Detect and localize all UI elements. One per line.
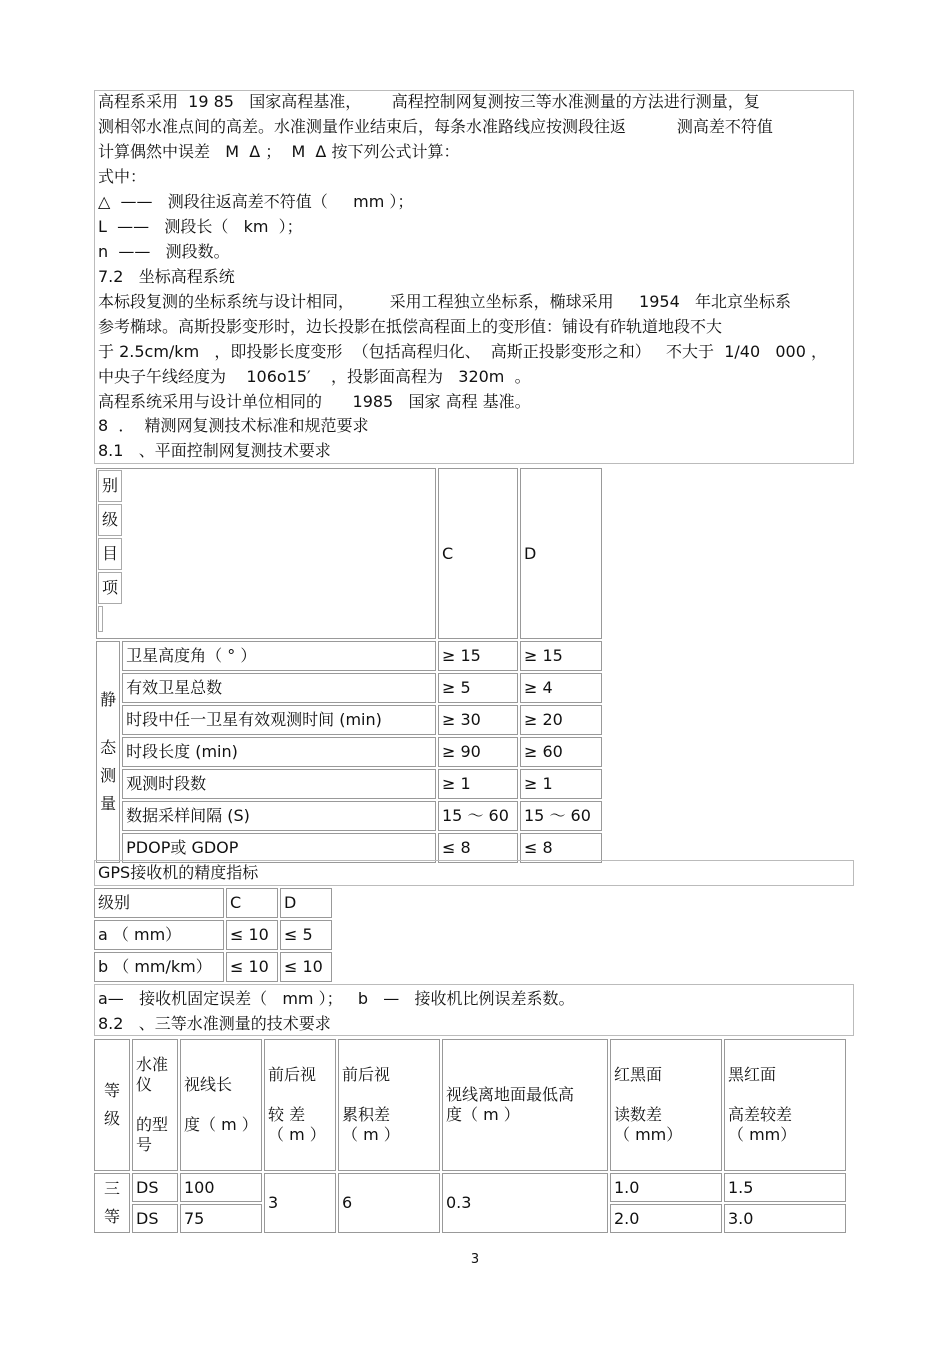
item-cell: 卫星高度角（ ° ） [122, 641, 436, 671]
h-line: 红黑面 [614, 1065, 663, 1084]
c-cell: ≥ 5 [438, 673, 518, 703]
text-line: 7.2 坐标高程系统 [98, 267, 235, 286]
h-instrument [132, 1039, 178, 1171]
h-line: 累积差 [342, 1105, 391, 1124]
group-char: 态 [100, 738, 117, 757]
diff-cell: 3 [264, 1173, 336, 1233]
rb-cell: 1.0 [610, 1173, 722, 1202]
h-line: 较 差 [268, 1105, 306, 1124]
text-line: 式中： [98, 167, 147, 186]
group-char: 量 [100, 794, 117, 813]
c-cell: ≥ 30 [438, 705, 518, 735]
h-line: 水准 [136, 1055, 169, 1074]
gps-static-table [94, 466, 604, 865]
sight-cell: 75 [180, 1204, 262, 1233]
grade-char: 等 [103, 1207, 120, 1226]
inst-cell: DS [132, 1204, 178, 1233]
group-char: 测 [100, 766, 117, 785]
br-cell: 1.5 [724, 1173, 846, 1202]
h-line: 视线离地面最低高 [446, 1085, 575, 1104]
inst-cell: DS [132, 1173, 178, 1202]
text-line: 8 ． 精测网复测技术标准和规范要求 [98, 416, 369, 435]
item-cell: 时段中任一卫星有效观测时间 (min) [122, 705, 436, 735]
h-line: （ mm） [728, 1125, 797, 1144]
item-cell: 时段长度 (min) [122, 737, 436, 767]
h-line: 号 [136, 1135, 153, 1154]
header-spacer [98, 606, 103, 632]
c-cell: ≥ 1 [438, 769, 518, 799]
precision-cell: ≤ 10 [280, 952, 332, 982]
h-accum [338, 1039, 440, 1171]
group-char: 静 [100, 690, 117, 709]
h-char: 等 [103, 1081, 120, 1100]
c-cell: 15 ～ 60 [438, 801, 518, 831]
header-stack-cell [96, 468, 436, 639]
precision-cell: ≤ 10 [226, 920, 278, 950]
precision-title: GPS接收机的精度指标 [98, 863, 259, 882]
precision-cell: b （ mm/km） [94, 952, 224, 982]
d-cell: ≤ 8 [520, 833, 602, 863]
d-cell: ≥ 1 [520, 769, 602, 799]
leveling-table [92, 1037, 848, 1235]
d-cell: ≥ 4 [520, 673, 602, 703]
text-line: △ —— 测段往返高差不符值（ mm ）； [98, 192, 414, 211]
header-char: 目 [98, 538, 122, 570]
text-line: 高程系采用 19 85 国家高程基准， 高程控制网复测按三等水准测量的方法进行测量，复 [98, 92, 760, 111]
grade-char: 三 [103, 1179, 120, 1198]
header-char: 别 [98, 470, 122, 502]
group-label [96, 641, 120, 863]
text-line: 于 2.5cm/km ，即投影长度变形 （包括高程归化、 高斯正投影变形之和） 不大于 1/40 000 ， [98, 342, 828, 361]
h-line: 度（ m ） [446, 1105, 520, 1124]
precision-cell: ≤ 5 [280, 920, 332, 950]
d-cell: ≥ 20 [520, 705, 602, 735]
h-diff [264, 1039, 336, 1171]
grade-cell [94, 1173, 130, 1233]
h-line: 黑红面 [728, 1065, 777, 1084]
text-line: 测相邻水准点间的高差。水准测量作业结束后，每条水准路线应按测段往返 测高差不符值 [98, 117, 773, 136]
precision-table [92, 886, 334, 984]
h-rb [610, 1039, 722, 1171]
h-sight [180, 1039, 262, 1171]
text-line: 计算偶然中误差 M Δ ； M Δ 按下列公式计算： [98, 142, 460, 161]
text-line: 中央子午线经度为 106o15′ ，投影面高程为 320m 。 [98, 367, 531, 386]
col-d-header: D [520, 468, 602, 639]
ground-cell: 0.3 [442, 1173, 608, 1233]
text-line: 本标段复测的坐标系统与设计相同， 采用工程独立坐标系，椭球采用 1954 年北京坐标系 [98, 292, 792, 311]
text-line: 8.2 、三等水准测量的技术要求 [98, 1014, 331, 1033]
h-char: 级 [103, 1109, 120, 1128]
h-line: 高差较差 [728, 1105, 793, 1124]
h-line: 视线长 [184, 1075, 233, 1094]
text-line: 高程系统采用与设计单位相同的 1985 国家 高程 基准。 [98, 392, 531, 411]
h-line: （ m ） [342, 1125, 400, 1144]
h-line: 读数差 [614, 1105, 663, 1124]
h-line: 前后视 [342, 1065, 391, 1084]
text-line: 8.1 、平面控制网复测技术要求 [98, 441, 331, 460]
h-grade [94, 1039, 130, 1171]
text-line: 参考椭球。高斯投影变形时，边长投影在抵偿高程面上的变形值：铺设有砟轨道地段不大 [98, 317, 723, 336]
c-cell: ≥ 90 [438, 737, 518, 767]
text-line: n —— 测段数。 [98, 242, 230, 261]
precision-header: D [280, 888, 332, 918]
header-char: 项 [98, 572, 122, 604]
header-stack [97, 469, 435, 638]
d-cell: ≥ 15 [520, 641, 602, 671]
h-line: 度（ m ） [184, 1115, 258, 1134]
h-line: （ m ） [268, 1125, 326, 1144]
precision-cell: a （ mm） [94, 920, 224, 950]
page-number: 3 [470, 1252, 480, 1267]
rb-cell: 2.0 [610, 1204, 722, 1233]
sight-cell: 100 [180, 1173, 262, 1202]
br-cell: 3.0 [724, 1204, 846, 1233]
item-cell: 观测时段数 [122, 769, 436, 799]
h-line: （ mm） [614, 1125, 683, 1144]
h-line: 仪 [136, 1075, 153, 1094]
text-line: a— 接收机固定误差（ mm ）； b — 接收机比例误差系数。 [98, 989, 575, 1008]
d-cell: ≥ 60 [520, 737, 602, 767]
precision-header: C [226, 888, 278, 918]
d-cell: 15 ～ 60 [520, 801, 602, 831]
h-br [724, 1039, 846, 1171]
precision-cell: ≤ 10 [226, 952, 278, 982]
header-char: 级 [98, 504, 122, 536]
item-cell: 数据采样间隔 (S) [122, 801, 436, 831]
h-line: 的型 [136, 1115, 169, 1134]
c-cell: ≥ 15 [438, 641, 518, 671]
precision-header: 级别 [94, 888, 224, 918]
h-line: 前后视 [268, 1065, 317, 1084]
h-ground [442, 1039, 608, 1171]
accum-cell: 6 [338, 1173, 440, 1233]
item-cell: 有效卫星总数 [122, 673, 436, 703]
c-cell: ≤ 8 [438, 833, 518, 863]
item-cell: PDOP或 GDOP [122, 833, 436, 863]
text-line: L —— 测段长（ km ）； [98, 217, 303, 236]
col-c-header: C [438, 468, 518, 639]
